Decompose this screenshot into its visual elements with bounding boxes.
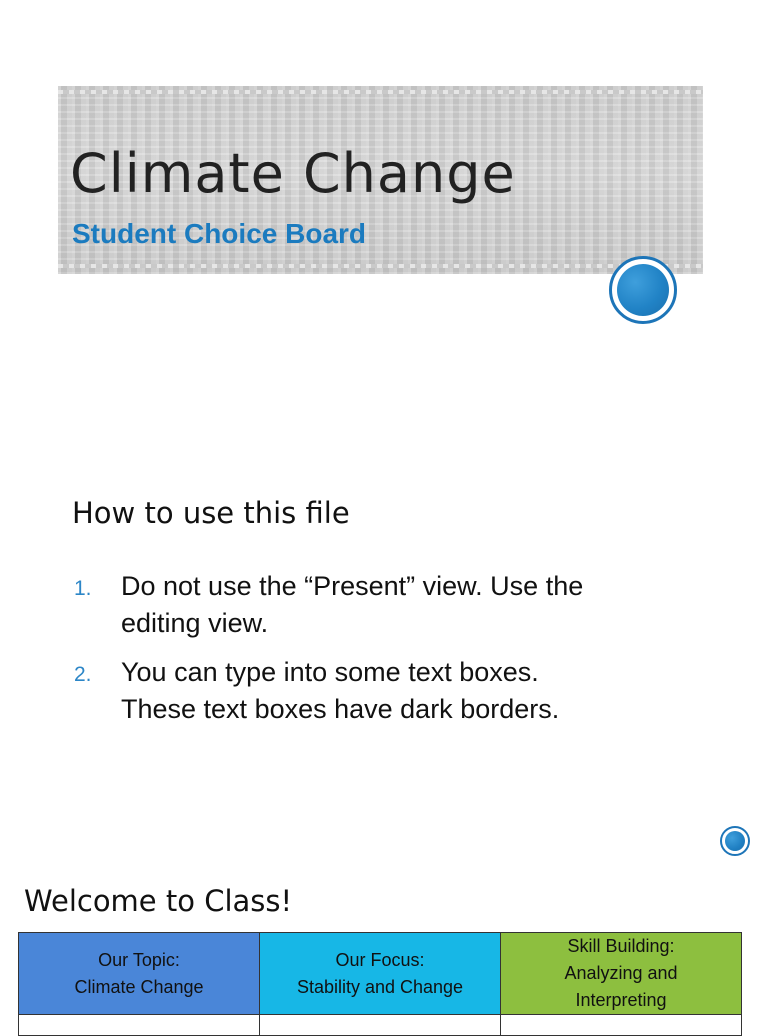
list-item-number: 2. [74,663,92,686]
list-item-text: These text boxes have dark borders. [121,694,560,724]
instructions-list [72,568,712,740]
topic-value: Climate Change [74,976,204,997]
sub-title: Student Choice Board [72,218,367,249]
list-item-text: Do not use the “Present” view. Use the [121,571,584,601]
instructions-heading: How to use this file [72,496,350,530]
focus-cell [260,933,501,1015]
welcome-heading: Welcome to Class! [24,884,293,918]
focus-value: Stability and Change [296,976,464,997]
circle-badge-icon [609,256,677,324]
welcome-slide [0,808,768,1024]
table-cell[interactable] [19,1015,260,1036]
main-title: Climate Change [70,142,516,205]
topic-label: Our Topic: [98,949,180,970]
skill-cell [501,933,742,1015]
list-item [72,568,712,642]
table-cell[interactable] [501,1015,742,1036]
banner-edge-bottom [58,264,703,268]
skill-value: Analyzing and [564,963,678,983]
banner-edge-top [58,90,703,94]
class-overview-table [18,932,742,1036]
table-cell[interactable] [260,1015,501,1036]
list-item-text: You can type into some text boxes. [121,657,539,687]
list-item-number: 1. [74,577,92,600]
focus-label: Our Focus: [335,949,425,970]
circle-badge-fill [617,264,669,316]
list-item-text: editing view. [121,608,269,638]
title-slide [0,0,768,350]
dot-badge-fill [725,831,745,851]
table-row [19,933,742,1015]
list-item [72,654,712,728]
skill-label: Skill Building: [567,936,675,956]
topic-cell [19,933,260,1015]
title-banner [58,86,703,274]
instructions-slide [0,468,768,768]
table-row [19,1015,742,1036]
dot-badge-icon [720,826,750,856]
skill-value: Interpreting [575,990,667,1010]
